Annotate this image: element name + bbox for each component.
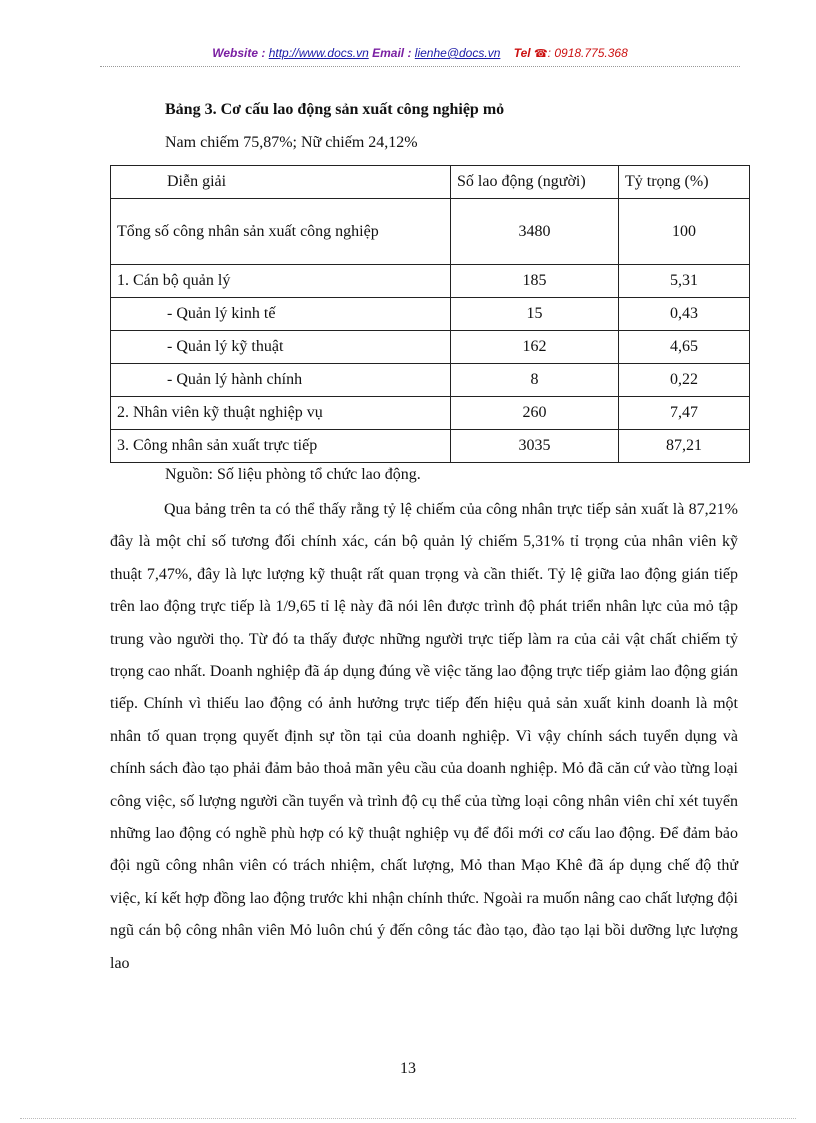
row-share: 7,47 <box>619 397 750 430</box>
table-row <box>111 331 750 364</box>
footer-divider <box>20 1118 796 1119</box>
table-row <box>111 199 750 265</box>
row-share: 0,22 <box>619 364 750 397</box>
row-share: 5,31 <box>619 265 750 298</box>
body-paragraph: Qua bảng trên ta có thể thấy rằng tỷ lệ chiếm của công nhân trực tiếp sản xuất là 87,21% đây là một chỉ số tương đối chính xác, cán bộ quản lý chiếm 5,31% tỉ trọng của nhân viên kỹ thuật 7,47%, đây là lực lượng kỹ thuật rất quan trọng và cần thiết. Tỷ lệ giữa lao động gián tiếp trên lao động trực tiếp là 1/9,65 tỉ lệ này đã nói lên được trình độ phát triển nhân lực của mỏ tập trung vào người thọ. Từ đó ta thấy được những người trực tiếp làm ra của cải vật chất chiếm tỷ trọng cao nhất. Doanh nghiệp đã áp dụng đúng về việc tăng lao động trực tiếp giảm lao động gián tiếp. Chính vì thiếu lao động có ảnh hưởng trực tiếp đến hiệu quả sản xuất kinh doanh là một nhân tố quan trọng quyết định sự tồn tại của doanh nghiệp. Vì vậy chính sách tuyển dụng và chính sách đào tạo phải đảm bảo thoả mãn yêu cầu của doanh nghiệp. Mỏ đã căn cứ vào từng loại công việc, số lượng người cần tuyển và trình độ cụ thể của từng loại công nhân viên chỉ xét tuyển những lao động có nghề phù hợp có kỹ thuật nghiệp vụ để đổi mới cơ cấu lao động. Để đảm bảo đội ngũ công nhân viên có trách nhiệm, chất lượng, Mỏ than Mạo Khê đã áp dụng chế độ thử việc, kí kết hợp đồng lao động trước khi nhận chính thức. Ngoài ra muốn nâng cao chất lượng đội ngũ cán bộ công nhân viên Mỏ luôn chú ý đến công tác đào tạo, đào tạo lại bồi dưỡng lực lượng lao <box>110 501 738 972</box>
row-share: 4,65 <box>619 331 750 364</box>
header-description: Diễn giải <box>111 166 451 199</box>
row-label: 3. Công nhân sản xuất trực tiếp <box>111 430 451 463</box>
website-link[interactable]: http://www.docs.vn <box>268 46 369 60</box>
row-workers: 185 <box>451 265 619 298</box>
email-link[interactable]: lienhe@docs.vn <box>414 46 501 60</box>
table-row <box>111 265 750 298</box>
table-row <box>111 397 750 430</box>
row-workers: 3035 <box>451 430 619 463</box>
row-share: 100 <box>619 199 750 265</box>
row-workers: 260 <box>451 397 619 430</box>
table-row <box>111 298 750 331</box>
table-row <box>111 364 750 397</box>
table-subtitle: Nam chiếm 75,87%; Nữ chiếm 24,12% <box>165 134 418 151</box>
table-source-note: Nguồn: Số liệu phòng tổ chức lao động. <box>165 466 421 483</box>
row-workers: 3480 <box>451 199 619 265</box>
phone-icon: ☎ <box>533 48 548 60</box>
page-number: 13 <box>400 1060 416 1077</box>
row-label: - Quản lý kỹ thuật <box>111 331 451 364</box>
row-share: 87,21 <box>619 430 750 463</box>
labor-structure-table <box>110 165 750 463</box>
row-label: - Quản lý kinh tế <box>111 298 451 331</box>
row-label: 2. Nhân viên kỹ thuật nghiệp vụ <box>111 397 451 430</box>
header-share: Tỷ trọng (%) <box>619 166 750 199</box>
header-workers: Số lao động (người) <box>451 166 619 199</box>
row-label: 1. Cán bộ quản lý <box>111 265 451 298</box>
header-divider <box>100 66 740 67</box>
phone-number: : 0918.775.368 <box>547 46 628 60</box>
table-header-row <box>111 166 750 199</box>
row-workers: 162 <box>451 331 619 364</box>
email-label: Email : <box>372 46 412 60</box>
table-row <box>111 430 750 463</box>
row-workers: 15 <box>451 298 619 331</box>
website-label: Website : <box>212 46 266 60</box>
page-header <box>100 46 740 66</box>
tel-label: Tel <box>513 46 531 60</box>
row-label: - Quản lý hành chính <box>111 364 451 397</box>
row-label: Tổng số công nhân sản xuất công nghiệp <box>111 199 451 265</box>
row-workers: 8 <box>451 364 619 397</box>
table-title: Bảng 3. Cơ cấu lao động sản xuất công nghiệp mỏ <box>165 101 505 118</box>
row-share: 0,43 <box>619 298 750 331</box>
